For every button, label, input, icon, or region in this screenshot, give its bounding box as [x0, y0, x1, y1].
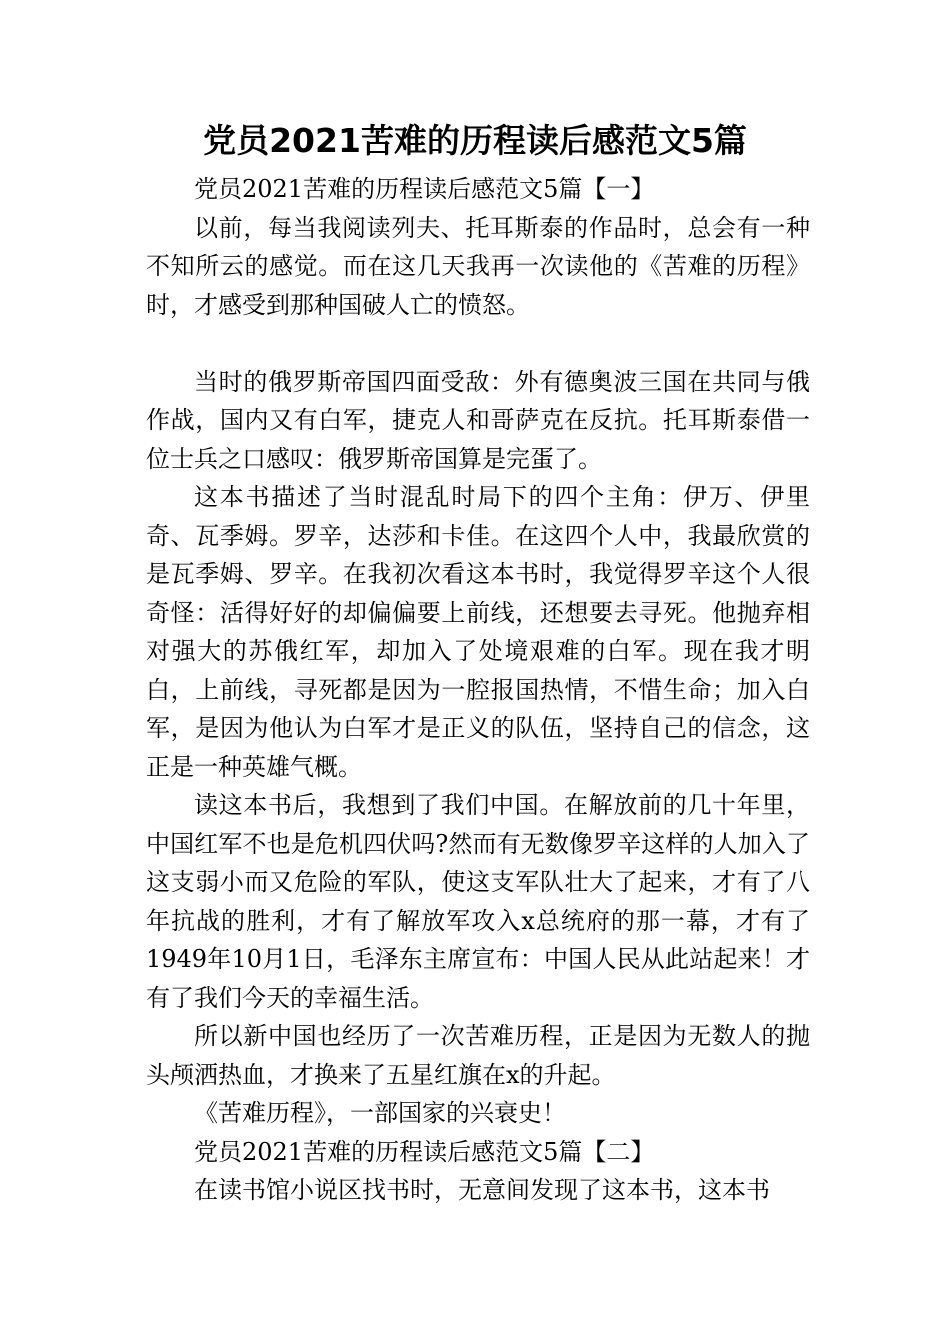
- document-title: 党员2021苦难的历程读后感范文5篇: [203, 121, 747, 160]
- paragraph: 读这本书后，我想到了我们中国。在解放前的几十年里，中国红军不也是危机四伏吗?然而有无数像罗辛这样的人加入了这支弱小而又危险的军队，使这支军队壮大了起来，才有了八年抗战的胜利，才有了解放军攻入x总统府的那一幕，才有了1949年10月1日，毛泽东主席宣布：中国人民从此站起来！才有了我们今天的幸福生活。: [146, 791, 810, 1012]
- section-heading-2: 党员2021苦难的历程读后感范文5篇【二】: [194, 1137, 655, 1166]
- section-heading-1: 党员2021苦难的历程读后感范文5篇【一】: [194, 175, 655, 203]
- paragraph: 这本书描述了当时混乱时局下的四个主角：伊万、伊里奇、瓦季姆。罗辛，达莎和卡佳。在这四个人中，我最欣赏的是瓦季姆、罗辛。在我初次看这本书时，我觉得罗辛这个人很奇怪：活得好好的却偏偏要上前线，还想要去寻死。他抛弃相对强大的苏俄红军，却加入了处境艰难的白军。现在我才明白，上前线，寻死都是因为一腔报国热情，不惜生命；加入白军，是因为他认为白军才是正义的队伍，坚持自己的信念，这正是一种英雄气概。: [146, 483, 810, 781]
- blank-line: [146, 324, 810, 363]
- paragraph: 《苦难历程》，一部国家的兴衰史！: [194, 1099, 566, 1127]
- paragraph: 以前，每当我阅读列夫、托耳斯泰的作品时，总会有一种不知所云的感觉。而在这几天我再一次读他的《苦难的历程》时，才感受到那种国破人亡的愤怒。: [146, 213, 810, 319]
- paragraph: 当时的俄罗斯帝国四面受敌：外有德奥波三国在共同与俄作战，国内又有白军，捷克人和哥萨克在反抗。托耳斯泰借一位士兵之口感叹：俄罗斯帝国算是完蛋了。: [146, 367, 810, 473]
- paragraph: 所以新中国也经历了一次苦难历程，正是因为无数人的抛头颅洒热血，才换来了五星红旗在x的升起。: [146, 1022, 810, 1089]
- paragraph: 在读书馆小说区找书时，无意间发现了这本书，这本书: [194, 1176, 770, 1204]
- document-body: [146, 170, 810, 1210]
